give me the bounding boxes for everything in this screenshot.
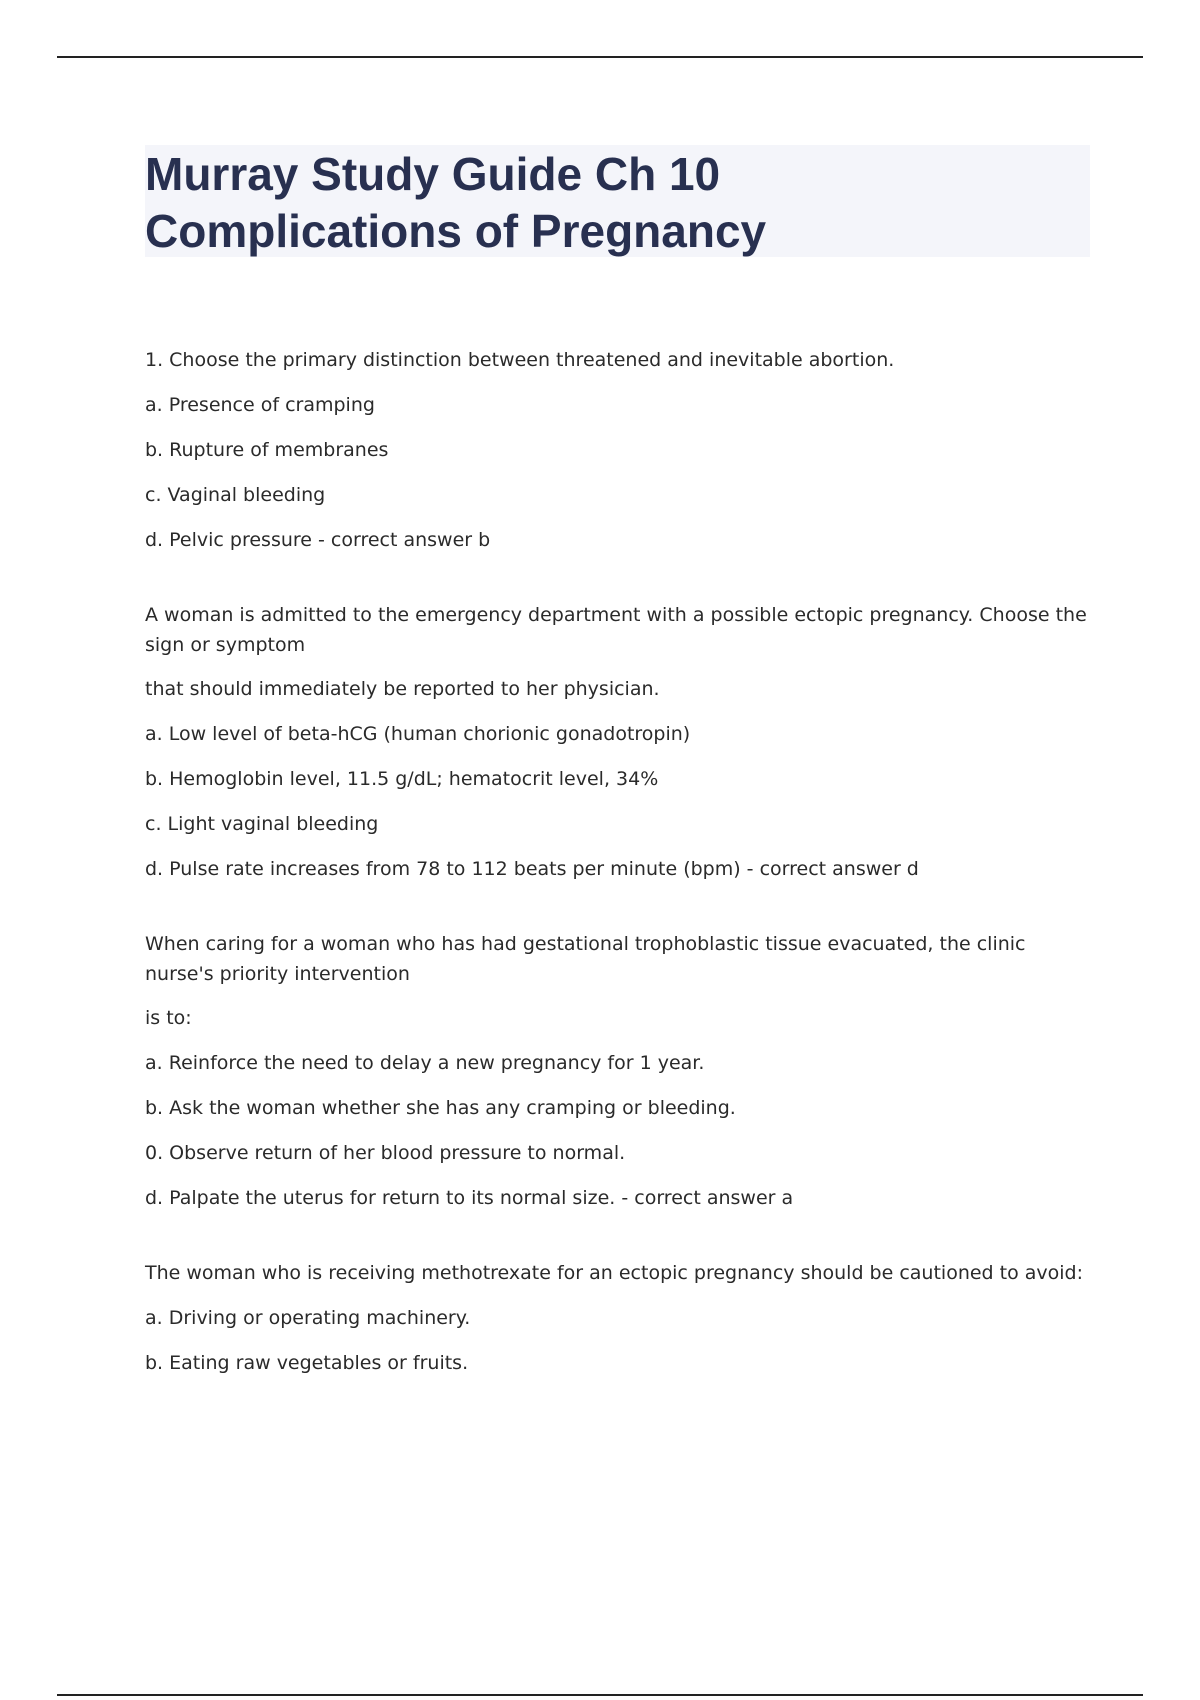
answer-option: a. Low level of beta-hCG (human chorionic gonadotropin): [145, 723, 691, 745]
question-text-continuation: that should immediately be reported to her physician.: [145, 678, 660, 700]
answer-option: d. Pelvic pressure - correct answer b: [145, 529, 491, 551]
question-2: [145, 600, 1090, 884]
question-text: The woman who is receiving methotrexate for an ectopic pregnancy should be cautioned to avoid:: [145, 1262, 1084, 1284]
question-1: [145, 345, 1090, 555]
question-4: [145, 1258, 1090, 1378]
question-text: 1. Choose the primary distinction between threatened and inevitable abortion.: [145, 349, 895, 371]
answer-option: b. Ask the woman whether she has any cramping or bleeding.: [145, 1097, 736, 1119]
answer-option: c. Light vaginal bleeding: [145, 813, 379, 835]
header-rule: [57, 56, 1143, 58]
question-text: A woman is admitted to the emergency department with a possible ectopic pregnancy. Choose the sign or symptom: [145, 604, 1087, 656]
answer-option: d. Palpate the uterus for return to its normal size. - correct answer a: [145, 1187, 794, 1209]
document-title: [145, 146, 766, 260]
answer-option: a. Reinforce the need to delay a new pregnancy for 1 year.: [145, 1052, 705, 1074]
title-line-1: Murray Study Guide Ch 10: [145, 148, 721, 200]
answer-option: d. Pulse rate increases from 78 to 112 beats per minute (bpm) - correct answer d: [145, 858, 919, 880]
question-3: [145, 929, 1090, 1213]
question-text: When caring for a woman who has had gestational trophoblastic tissue evacuated, the clinic nurse's priority intervention: [145, 933, 1026, 985]
title-line-2: Complications of Pregnancy: [145, 205, 767, 257]
answer-option: 0. Observe return of her blood pressure to normal.: [145, 1142, 626, 1164]
footer-rule: [57, 1694, 1143, 1696]
answer-option: a. Driving or operating machinery.: [145, 1307, 471, 1329]
answer-option: b. Eating raw vegetables or fruits.: [145, 1352, 469, 1374]
answer-option: c. Vaginal bleeding: [145, 484, 326, 506]
question-list: [145, 345, 1090, 1423]
answer-option: a. Presence of cramping: [145, 394, 375, 416]
answer-option: b. Hemoglobin level, 11.5 g/dL; hematocrit level, 34%: [145, 768, 659, 790]
answer-option: b. Rupture of membranes: [145, 439, 389, 461]
question-text-continuation: is to:: [145, 1007, 192, 1029]
